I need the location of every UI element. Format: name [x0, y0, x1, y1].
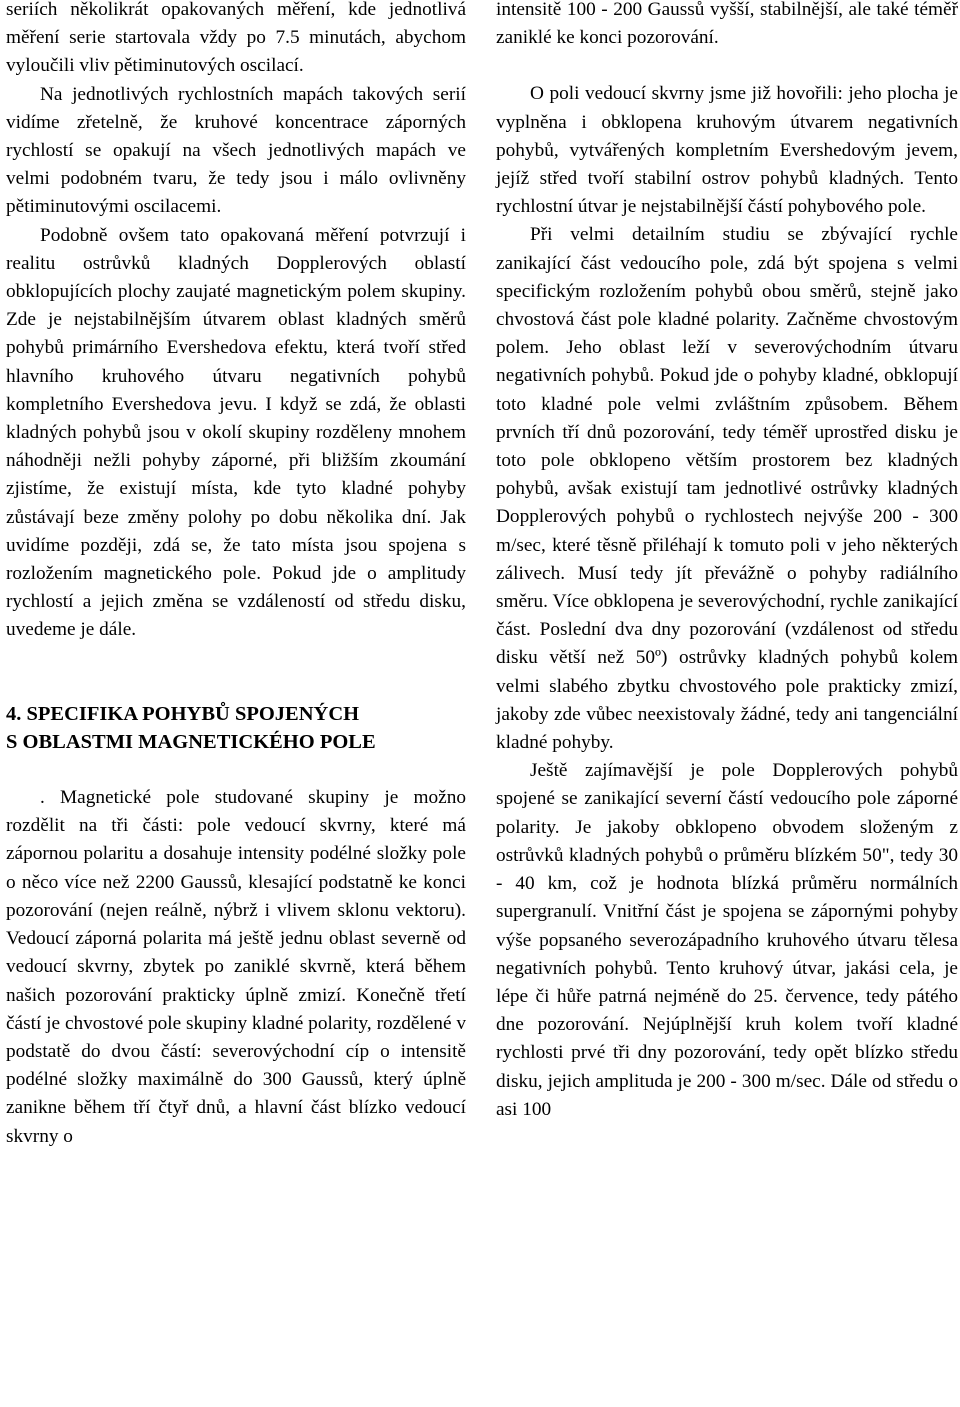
section-heading-line-1: 4. SPECIFIKA POHYBŮ SPOJENÝCH — [6, 702, 360, 725]
right-paragraph-2: O poli vedoucí skvrny jsme již hovořili: jeho plocha je vyplněna i obklopena kruhovým útvarem negativních pohybů, vytvářených kompletním Evershedovým jevem, jejíž střed tvoří stabilní ostrov pohybů kladných. Tento rychlostní útvar je nejstabilnější částí pohybového pole. — [496, 83, 958, 218]
left-paragraph-3: Podobně ovšem tato opakovaná měření potvrzují i realitu ostrůvků kladných Dopplerových oblastí obklopujících plochy zaujaté magnetickým polem skupiny. Zde je nejstabilnějším útvarem oblast kladných směrů pohybů primárního Evershedova efektu, která tvoří střed hlavního kruhového útvaru negativních pohybů kompletního Evershedova jevu. I když se zdá, že oblasti kladných pohybů jsou v okolí skupiny rozděleny mnohem náhodněji nežli pohyby záporné, při bližším zkoumání zjistíme, že existují místa, kde tyto kladné pohyby zůstávají beze změny polohy po dobu několika dní. Jak uvidíme později, zdá se, že tato místa jsou spojena s rozložením magnetického pole. Pokud jde o amplitudy rychlostí a jejich změna se vzdáleností od středu disku, uvedeme je dále. — [6, 224, 466, 641]
right-paragraph-1: intensitě 100 - 200 Gaussů vyšší, stabilnější, ale také téměř zaniklé ke konci pozorování. — [496, 0, 958, 49]
left-paragraph-4: . Magnetické pole studované skupiny je možno rozdělit na tři části: pole vedoucí skvrny, které má zápornou polaritu a dosahuje intensity podélné složky pole o něco více než 2200 Gaussů, klesající podstatně ke konci pozorování (nejen reálně, nýbrž i vlivem sklonu vektoru). Vedoucí záporná polarita má ještě jednu oblast severně od vedoucí skvrny, zbytek po zaniklé skvrně, která během našich pozorování prakticky úplně zmizí. Konečně třetí částí je chvostové pole skupiny kladné polarity, rozdělené v podstatě do dvou částí: severovýchodní cíp o intensitě podélné složky maximálně do 300 Gaussů, který úplně zanikne během tří čtyř dnů, a hlavní část blízko vedoucí skvrny o — [6, 787, 466, 1147]
section-heading-line-2: S OBLASTMI MAGNETICKÉHO POLE — [6, 730, 376, 753]
left-paragraph-2: Na jednotlivých rychlostních mapách takových serií vidíme zřetelně, že kruhové koncentrace záporných rychlostí se opakují na všech jednotlivých mapách ve velmi podobném tvaru, že tedy jsou i málo ovlivněny pětiminutovými oscilacemi. — [6, 83, 466, 218]
right-column — [496, 0, 958, 1124]
left-paragraph-1: seriích několikrát opakovaných měření, kde jednotlivá měření serie startovala vždy po 7.5 minutách, abychom vyloučili vliv pětiminutových oscilací. — [6, 0, 466, 77]
right-paragraph-3: Při velmi detailním studiu se zbývající rychle zanikající část vedoucího pole, zdá být spojena s velmi specifickým rozložením pohybů obou směrů, stejně jako chvostová část pole kladné polarity. Začněme chvostovým polem. Jeho oblast leží v severovýchodním útvaru negativních pohybů. Pokud jde o pohyby kladné, obklopují toto kladné pole velmi zvláštním způsobem. Během prvních tří dnů pozorování, tedy téměř uprostřed disku je toto pole obklopeno větším prostorem bez kladných pohybů, avšak existují tam jednotlivé ostrůvky kladných Dopplerových pohybů o rychlostech nejvýše 200 - 300 m/sec, které těsně přiléhají k tomuto poli v jeho některých zálivech. Musí tedy jít převážně o pohyby radiálního směru. Více obklopena je severovýchodní, rychle zanikající část. Poslední dva dny pozorování (vzdálenost od středu disku větší než 50º) ostrůvky kladných pohybů kolem velmi slabého zbytku chvostového pole prakticky zmizí, jakoby zde vůbec neexistovaly žádné, tedy ani tangenciální kladné pohyby. — [496, 224, 958, 754]
heading-gap — [6, 756, 466, 784]
section-heading — [6, 700, 466, 756]
left-column — [6, 0, 466, 1151]
right-paragraph-4: Ještě zajímavější je pole Dopplerových pohybů spojené se zanikající severní částí vedoucího pole záporné polarity. Je jakoby obklopeno obvodem složeným z ostrůvků kladných pohybů o průměru blízkém 50", tedy 30 - 40 km, což je hodnota blízká průměru normálních supergranulí. Vnitřní část je spojena se zápornými pohyby výše popsaného severozápadního kruhového útvaru tělesa negativních pohybů. Tento kruhový útvar, jakási cela, je lépe či hůře patrná nejméně do 25. července, tedy pátého dne pozorování. Nejúplnější kruh kolem tvoří kladné rychlosti prvé tři dny pozorování, tedy opět blízko středu disku, jejich amplituda je 200 - 300 m/sec. Dále od středu o asi 100 — [496, 760, 958, 1120]
